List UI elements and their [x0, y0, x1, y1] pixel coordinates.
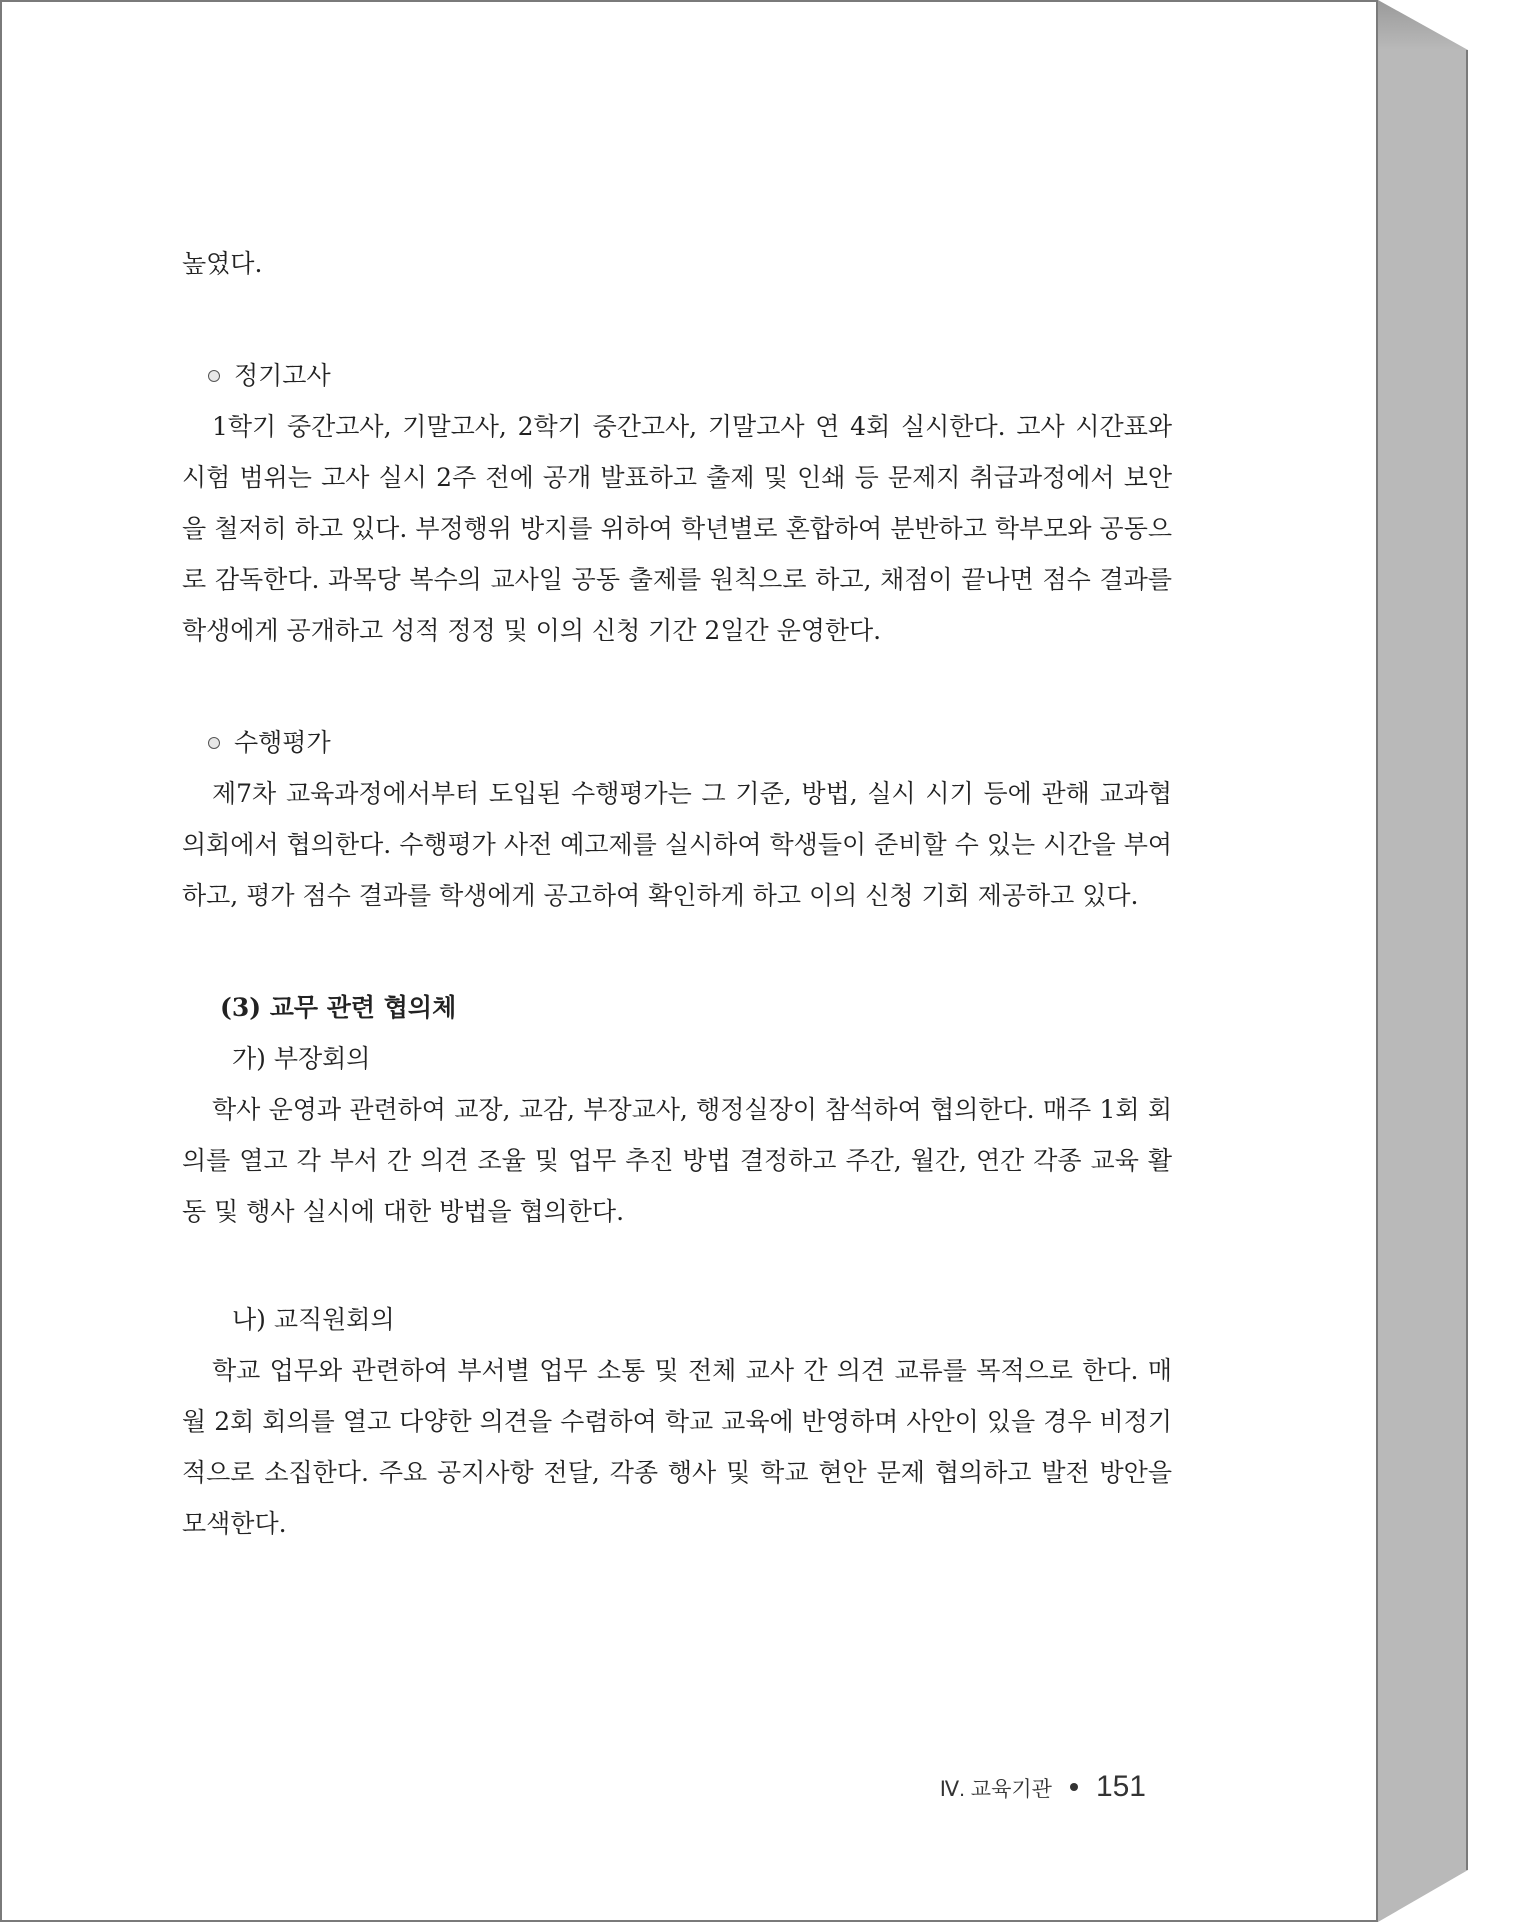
exam-paragraph: 1학기 중간고사, 기말고사, 2학기 중간고사, 기말고사 연 4회 실시한다. 고사 시간표와 시험 범위는 고사 실시 2주 전에 공개 발표하고 출제 및 인쇄 등 문제지 취급과정에서 보안을 철저히 하고 있다. 부정행위 방지를 위하여 학년별로 혼합하여 분반하고 학부모와 공동으로 감독한다. 과목당 복수의 교사일 공동 출제를 원칙으로 하고, 채점이 끝나면 점수 결과를 학생에게 공개하고 성적 정정 및 이의 신청 기간 2일간 운영한다.	[182, 412, 1172, 645]
book-edge-bottom	[1378, 1870, 1468, 1922]
book-edge	[1378, 50, 1468, 1870]
subsection-b-paragraph: 학교 업무와 관련하여 부서별 업무 소통 및 전체 교사 간 의견 교류를 목적으로 한다. 매월 2회 회의를 열고 다양한 의견을 수렴하여 학교 교육에 반영하며 사안이 있을 경우 비정기적으로 소집한다. 주요 공지사항 전달, 각종 행사 및 학교 현안 문제 협의하고 발전 방안을 모색한다.	[182, 1356, 1172, 1538]
book-edge-top	[1378, 0, 1468, 50]
performance-paragraph: 제7차 교육과정에서부터 도입된 수행평가는 그 기준, 방법, 실시 시기 등에 관해 교과협의회에서 협의한다. 수행평가 사전 예고제를 실시하여 학생들이 준비할 수 있는 시간을 부여하고, 평가 점수 결과를 학생에게 공고하여 확인하게 하고 이의 신청 기회 제공하고 있다.	[182, 779, 1172, 910]
exam-heading-label: 정기고사	[234, 361, 331, 390]
subsection-a-heading: 가) 부장회의	[232, 1044, 371, 1073]
intro-tail-text: 높였다.	[182, 249, 263, 278]
spacer	[182, 921, 1172, 982]
subsection-b-heading: 나) 교직원회의	[232, 1305, 395, 1334]
page-content	[182, 238, 1172, 1549]
performance-heading-label: 수행평가	[234, 728, 331, 757]
spacer	[182, 1237, 1172, 1294]
subsection-a-paragraph: 학사 운영과 관련하여 교장, 교감, 부장교사, 행정실장이 참석하여 협의한다. 매주 1회 회의를 열고 각 부서 간 의견 조율 및 업무 추진 방법 결정하고 주간, 월간, 연간 각종 교육 활동 및 행사 실시에 대한 방법을 협의한다.	[182, 1095, 1172, 1226]
performance-heading	[182, 717, 1172, 768]
page-number: 151	[1095, 1770, 1146, 1803]
bullet-icon	[1070, 1783, 1078, 1791]
chapter-label: Ⅳ. 교육기관	[939, 1778, 1052, 1801]
exam-heading	[182, 350, 1172, 401]
spacer	[182, 289, 1172, 350]
section-heading: (3) 교무 관련 협의체	[220, 993, 457, 1022]
spacer	[182, 656, 1172, 717]
bullet-icon	[208, 370, 220, 382]
page-footer	[940, 1770, 1146, 1804]
bullet-icon	[208, 737, 220, 749]
